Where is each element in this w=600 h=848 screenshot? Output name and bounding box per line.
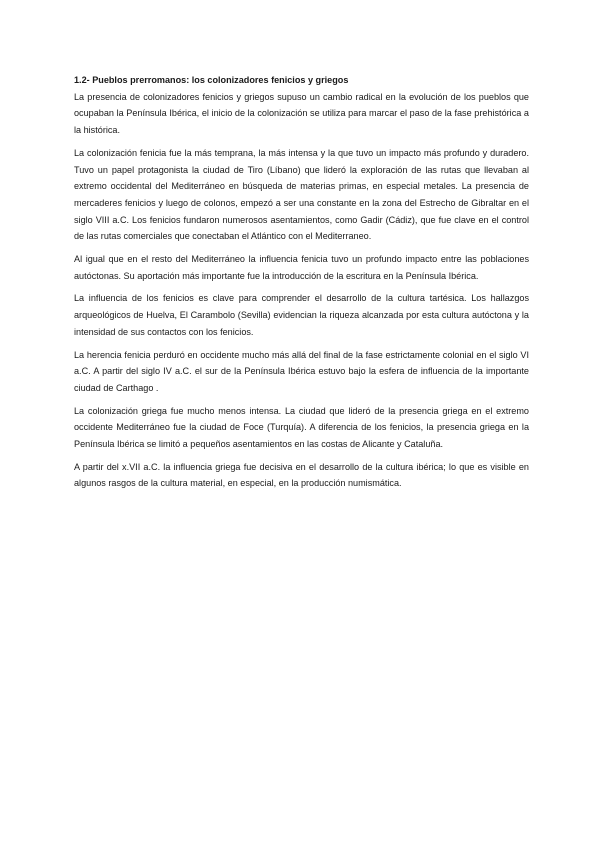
paragraph-greek-influence: A partir del x.VII a.C. la influencia griega fue decisiva en el desarrollo de la cultura ibérica; lo que es visible en algunos rasgos de la cultura material, en especial, en la producción numismática. — [74, 461, 529, 489]
document-page — [74, 72, 529, 498]
section-heading: 1.2- Pueblos prerromanos: los colonizadores fenicios y griegos — [74, 75, 349, 85]
paragraph-phoenician-legacy: La herencia fenicia perduró en occidente mucho más allá del final de la fase estrictamente colonial en el siglo VI a.C. A partir del siglo IV a.C. el sur de la Península Ibérica estuvo bajo la esfera de influencia de la importante ciudad de Carthago . — [74, 349, 529, 393]
paragraph-phoenician-influence: Al igual que en el resto del Mediterráneo la influencia fenicia tuvo un profundo impacto entre las poblaciones autóctonas. Su aportación más importante fue la introducción de la escritura en la Península Ibérica. — [74, 254, 529, 281]
paragraph-phoenician-colonization: La colonización fenicia fue la más temprana, la más intensa y la que tuvo un impacto más profundo y duradero. Tuvo un papel protagonista la ciudad de Tiro (Líbano) que lideró la exploración de las rutas que llevaban al extremo occidental del Mediterráneo en búsqueda de materias primas, en especial metales. La presencia de mercaderes fenicios y luego de colonos, empezó a ser una constante en la zona del Estrecho de Gibraltar en el siglo VIII a.C. Los fenicios fundaron numerosos asentamientos, como Gadir (Cádiz), que fue clave en el control de las rutas comerciales que conectaban el Atlántico con el Mediterraneo. — [74, 147, 529, 242]
paragraph-greek-colonization: La colonización griega fue mucho menos intensa. La ciudad que lideró de la presencia griega en el extremo occidente Mediterráneo fue la ciudad de Foce (Turquía). A diferencia de los fenicios, la presencia griega en la Península Ibérica se limitó a pequeños asentamientos en las costas de Alicante y Cataluña. — [74, 405, 529, 450]
paragraph-intro: La presencia de colonizadores fenicios y griegos supuso un cambio radical en la evolución de los pueblos que ocupaban la Península Ibérica, el inicio de la colonización se utiliza para marcar el paso de la fase prehistórica a la histórica. — [74, 91, 529, 136]
paragraph-tartessian-culture: La influencia de los fenicios es clave para comprender el desarrollo de la cultura tartésica. Los hallazgos arqueológicos de Huelva, El Carambolo (Sevilla) evidencian la riqueza alcanzada por esta cultura autóctona y la intensidad de sus contactos con los fenicios. — [74, 293, 529, 337]
